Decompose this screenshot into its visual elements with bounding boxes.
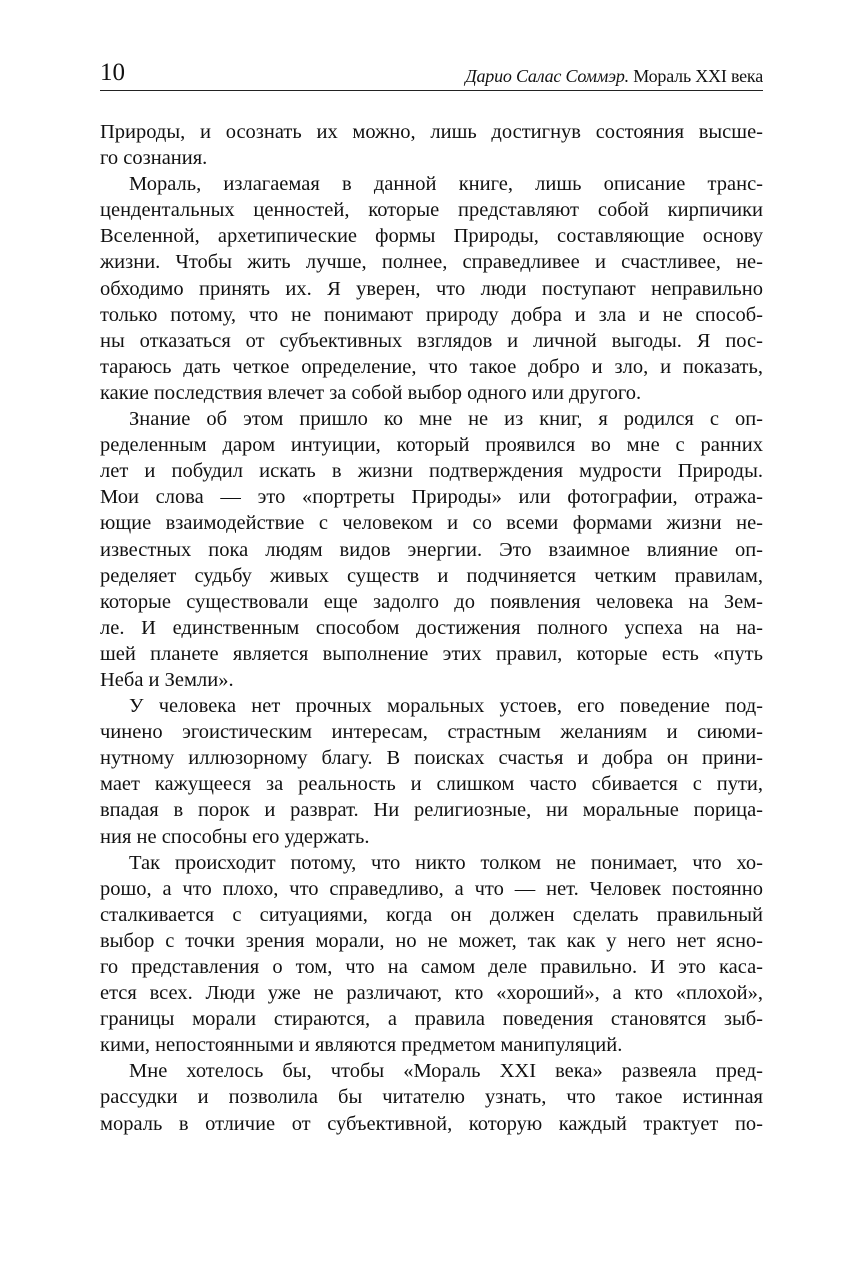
text-line: ле. И единственным способом достижения полного успеха на на- xyxy=(100,616,763,639)
text-line: ния не способны его удержать. xyxy=(100,825,370,848)
text-line: обходимо принять их. Я уверен, что люди поступают неправильно xyxy=(100,277,763,300)
text-line: какие последствия влечет за собой выбор одного или другого. xyxy=(100,381,642,404)
text-line: Так происходит потому, что никто толком не понимает, что хо- xyxy=(129,851,763,874)
text-line: известных пока людям видов энергии. Это взаимное влияние оп- xyxy=(100,538,763,561)
text-line: Неба и Земли». xyxy=(100,668,234,691)
text-line: ны отказаться от субъективных взглядов и личной выгоды. Я пос- xyxy=(100,329,763,352)
running-head xyxy=(465,65,763,87)
text-line: мает кажущееся за реальность и слишком часто сбивается с пути, xyxy=(100,773,763,796)
text-line: Знание об этом пришло ко мне не из книг, я родился с оп- xyxy=(129,408,763,431)
text-line: кими, непостоянными и являются предметом манипуляций. xyxy=(100,1034,623,1057)
text-line: сталкивается с ситуациями, когда он должен сделать правильный xyxy=(100,903,763,926)
page-number: 10 xyxy=(100,59,125,86)
text-line: го представления о том, что на самом деле правильно. И это каса- xyxy=(100,956,763,978)
text-line: которые существовали еще задолго до появления человека на Зем- xyxy=(100,590,763,613)
text-line: У человека нет прочных моральных устоев, его поведение под- xyxy=(129,695,763,718)
text-line: рассудки и позволила бы читателю узнать, что такое истинная xyxy=(100,1086,763,1109)
text-line: впадая в порок и разврат. Ни религиозные, ни моральные порица- xyxy=(100,799,763,822)
text-line: Мои слова — это «портреты Природы» или фотографии, отража- xyxy=(100,486,763,509)
text-line: выбор с точки зрения морали, но не может, так как у него нет ясно- xyxy=(100,929,763,952)
text-line: чинено эгоистическим интересам, страстным желаниям и сиюми- xyxy=(100,721,763,744)
text-line: лет и побудил искать в жизни подтверждения мудрости Природы. xyxy=(100,460,763,483)
text-line: ределяет судьбу живых существ и подчиняется четким правилам, xyxy=(100,564,763,587)
text-line: рошо, а что плохо, что справедливо, а что — нет. Человек постоянно xyxy=(100,877,763,900)
body-text xyxy=(100,119,763,1137)
book-title: Мораль XXI века xyxy=(633,66,763,86)
text-line: нутному иллюзорному благу. В поисках счастья и добра он прини- xyxy=(100,747,763,770)
author-name: Дарио Салас Соммэр. xyxy=(465,66,629,86)
text-line: только потому, что не понимают природу добра и зла и не способ- xyxy=(100,303,763,326)
text-line: цендентальных ценностей, которые представляют собой кирпичики xyxy=(100,199,763,222)
text-line: го сознания. xyxy=(100,147,208,170)
running-header xyxy=(100,56,763,91)
text-line: шей планете является выполнение этих правил, которые есть «путь xyxy=(100,642,763,665)
text-line: жизни. Чтобы жить лучше, полнее, справедливее и счастливее, не- xyxy=(100,251,763,274)
text-line: Природы, и осознать их можно, лишь достигнув состояния высше- xyxy=(100,121,763,143)
text-line: Вселенной, архетипические формы Природы, составляющие основу xyxy=(100,225,763,248)
text-line: ется всех. Люди уже не различают, кто «хороший», а кто «плохой», xyxy=(100,982,763,1005)
text-line: тараюсь дать четкое определение, что такое добро и зло, и показать, xyxy=(100,355,763,378)
text-line: ющие взаимодействие с человеком и со всеми формами жизни не- xyxy=(100,512,763,535)
text-line: Мне хотелось бы, чтобы «Мораль XXI века» развеяла пред- xyxy=(129,1060,763,1083)
text-line: границы морали стираются, а правила поведения становятся зыб- xyxy=(100,1008,763,1031)
text-line: ределенным даром интуиции, который проявился во мне с ранних xyxy=(100,434,763,457)
text-line: мораль в отличие от субъективной, которую каждый трактует по- xyxy=(100,1112,763,1135)
text-line: Мораль, излагаемая в данной книге, лишь описание транс- xyxy=(129,173,763,196)
